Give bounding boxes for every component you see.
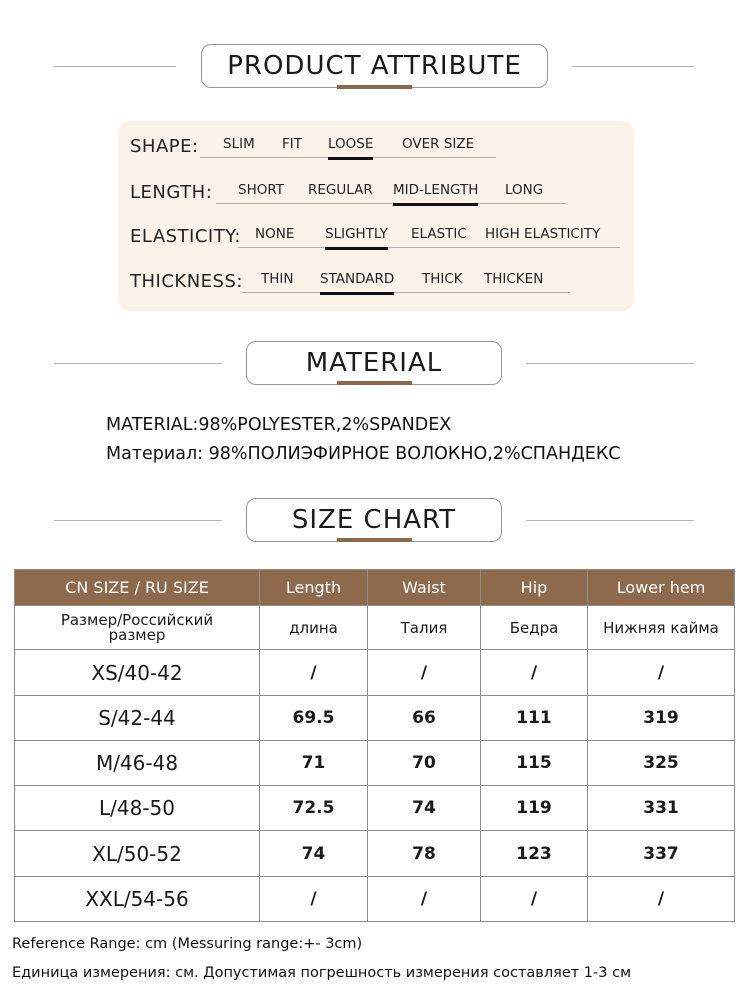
header-cn-ru-size: CN SIZE / RU SIZE (15, 570, 260, 606)
size-chart-section-title: SIZE CHART (246, 498, 502, 542)
cell-hip: 115 (481, 740, 588, 785)
cell-size: L/48-50 (15, 786, 260, 831)
header-length: Length (260, 570, 368, 606)
table-subheader-row (15, 606, 735, 650)
option-loose-selected: LOOSE (328, 136, 374, 152)
cell-size: XL/50-52 (15, 831, 260, 876)
table-row (15, 876, 735, 921)
divider-line-right (526, 363, 694, 364)
attribute-row-thickness (130, 264, 575, 294)
attribute-label: THICKNESS: (130, 271, 243, 292)
option-none: NONE (255, 226, 295, 242)
cell-hip: / (481, 876, 588, 921)
table-header-row (15, 570, 735, 606)
option-short: SHORT (238, 182, 284, 198)
cell-waist: 66 (368, 695, 481, 740)
cell-waist: 70 (368, 740, 481, 785)
subheader-waist: Талия (368, 606, 481, 650)
cell-length: 71 (260, 740, 368, 785)
table-row (15, 786, 735, 831)
cell-lower-hem: 331 (588, 786, 735, 831)
reference-range-note-ru: Единица измерения: см. Допустимая погрешность измерения составляет 1-3 см (12, 965, 632, 981)
cell-length: 74 (260, 831, 368, 876)
attribute-line (216, 203, 566, 204)
option-thicken: THICKEN (484, 271, 544, 287)
attribute-line (238, 247, 620, 248)
attribute-label: ELASTICITY: (130, 226, 241, 247)
cell-hip: 123 (481, 831, 588, 876)
title-accent-bar (337, 381, 412, 385)
table-row (15, 695, 735, 740)
cell-size: XXL/54-56 (15, 876, 260, 921)
attribute-section-title: PRODUCT ATTRIBUTE (201, 44, 548, 88)
cell-waist: 78 (368, 831, 481, 876)
cell-waist: 74 (368, 786, 481, 831)
attribute-label: SHAPE: (130, 136, 199, 157)
option-thick: THICK (422, 271, 463, 287)
option-over-size: OVER SIZE (402, 136, 475, 152)
option-fit: FIT (282, 136, 302, 152)
header-waist: Waist (368, 570, 481, 606)
attribute-line (242, 292, 570, 293)
cell-hip: 111 (481, 695, 588, 740)
cell-hip: 119 (481, 786, 588, 831)
attribute-row-shape (130, 129, 510, 159)
option-long: LONG (505, 182, 544, 198)
cell-hip: / (481, 650, 588, 695)
divider-line-right (526, 520, 694, 521)
option-slim: SLIM (223, 136, 255, 152)
cell-waist: / (368, 650, 481, 695)
attribute-row-length (130, 175, 570, 205)
header-lower-hem: Lower hem (588, 570, 735, 606)
table-row (15, 650, 735, 695)
table-row (15, 740, 735, 785)
material-text-ru: Материал: 98%ПОЛИЭФИРНОЕ ВОЛОКНО,2%СПАНДЕКС (106, 444, 621, 464)
divider-line-left (54, 520, 222, 521)
cell-length: 69.5 (260, 695, 368, 740)
title-accent-bar (337, 85, 412, 89)
option-thin: THIN (261, 271, 294, 287)
cell-size: XS/40-42 (15, 650, 260, 695)
material-text-en: MATERIAL:98%POLYESTER,2%SPANDEX (106, 415, 452, 435)
header-hip: Hip (481, 570, 588, 606)
subheader-hip: Бедра (481, 606, 588, 650)
cell-size: S/42-44 (15, 695, 260, 740)
cell-lower-hem: 337 (588, 831, 735, 876)
subheader-length: длина (260, 606, 368, 650)
size-chart-table (14, 569, 735, 922)
option-standard-selected: STANDARD (320, 271, 395, 287)
reference-range-note: Reference Range: cm (Messuring range:+- 3cm) (12, 936, 363, 952)
divider-line-right (572, 66, 694, 67)
option-mid-length-selected: MID-LENGTH (393, 182, 479, 198)
cell-lower-hem: 325 (588, 740, 735, 785)
cell-length: 72.5 (260, 786, 368, 831)
option-high-elasticity: HIGH ELASTICITY (485, 226, 601, 242)
attribute-row-elasticity (130, 219, 625, 249)
title-accent-bar (337, 538, 412, 542)
cell-lower-hem: / (588, 876, 735, 921)
option-regular: REGULAR (308, 182, 373, 198)
cell-lower-hem: / (588, 650, 735, 695)
cell-length: / (260, 876, 368, 921)
option-elastic: ELASTIC (411, 226, 467, 242)
divider-line-left (54, 66, 176, 67)
divider-line-left (54, 363, 222, 364)
subheader-size: Размер/Российский размер (15, 606, 260, 650)
option-slightly-selected: SLIGHTLY (325, 226, 388, 242)
cell-waist: / (368, 876, 481, 921)
cell-size: M/46-48 (15, 740, 260, 785)
cell-length: / (260, 650, 368, 695)
subheader-lower-hem: Нижняя кайма (588, 606, 735, 650)
table-row (15, 831, 735, 876)
cell-lower-hem: 319 (588, 695, 735, 740)
attribute-label: LENGTH: (130, 182, 213, 203)
material-section-title: MATERIAL (246, 341, 502, 385)
